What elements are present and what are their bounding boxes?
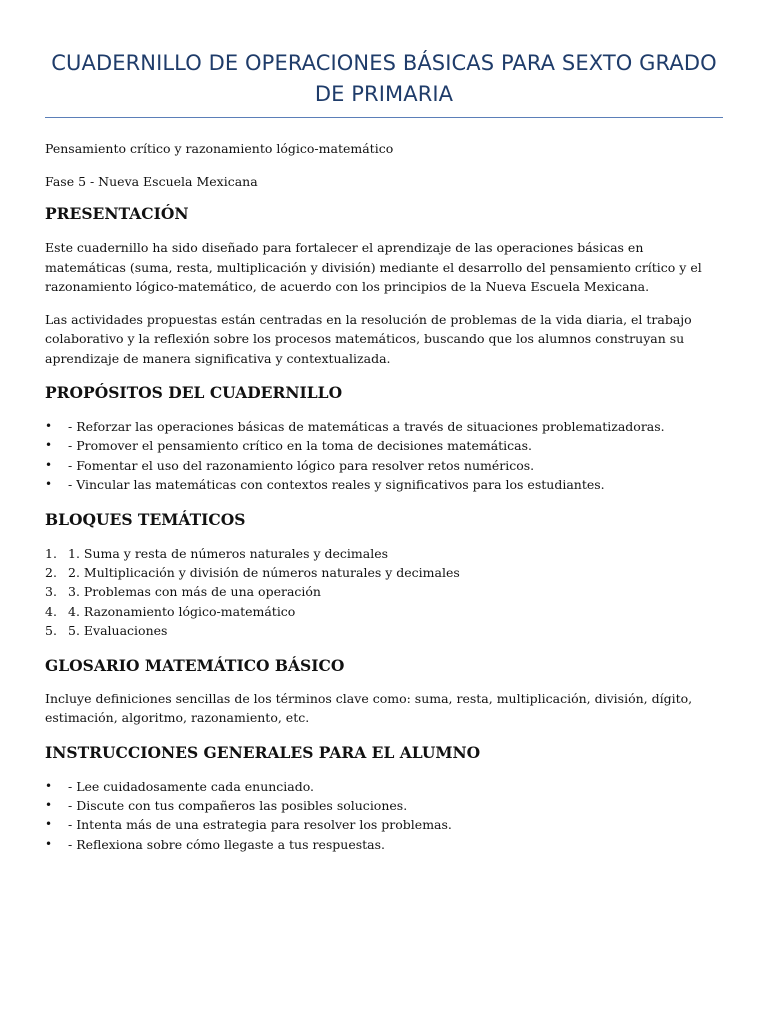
list-number: 2.: [45, 565, 57, 581]
bullet-icon: •: [45, 457, 53, 472]
presentacion-paragraph: Las actividades propuestas están centradas en la resolución de problemas de la vida diaria, el trabajo colaborativo y la reflexión sobre los procesos matemáticos, buscando que los alumnos construyan su aprendizaje de manera significativa y contextualizada.: [45, 311, 692, 366]
list-item: [45, 563, 723, 582]
heading-bloques: BLOQUES TEMÁTICOS: [45, 509, 246, 529]
list-item-text: - Fomentar el uso del razonamiento lógico para resolver retos numéricos.: [68, 457, 535, 473]
document-page: [45, 48, 723, 854]
bullet-icon: •: [45, 798, 53, 813]
heading-glosario: GLOSARIO MATEMÁTICO BÁSICO: [45, 655, 345, 675]
list-item-text: 1. Suma y resta de números naturales y decimales: [68, 545, 389, 561]
document-title: CUADERNILLO DE OPERACIONES BÁSICAS PARA SEXTO GRADO DE PRIMARIA: [45, 48, 723, 118]
bullet-icon: •: [45, 836, 53, 851]
list-item-text: 5. Evaluaciones: [68, 623, 168, 639]
bullet-icon: •: [45, 477, 53, 492]
list-item-text: - Lee cuidadosamente cada enunciado.: [68, 778, 315, 794]
list-item: [45, 835, 723, 854]
list-number: 5.: [45, 623, 57, 639]
list-item-text: - Vincular las matemáticas con contextos reales y significativos para los estudiantes.: [68, 477, 605, 493]
heading-presentacion: PRESENTACIÓN: [45, 204, 189, 223]
list-item-text: 2. Multiplicación y división de números naturales y decimales: [68, 565, 460, 581]
list-item: [45, 436, 723, 455]
list-item: [45, 796, 723, 815]
document-phase: Fase 5 - Nueva Escuela Mexicana: [45, 173, 258, 189]
bullet-icon: •: [45, 778, 53, 793]
list-item-text: - Reflexiona sobre cómo llegaste a tus respuestas.: [68, 836, 386, 852]
propositos-list: [45, 417, 723, 495]
list-item: [45, 417, 723, 436]
bullet-icon: •: [45, 817, 53, 832]
list-item-text: - Reforzar las operaciones básicas de matemáticas a través de situaciones problematizadoras.: [68, 419, 665, 434]
list-item: [45, 456, 723, 475]
list-item: [45, 475, 723, 494]
list-item: [45, 777, 723, 796]
document-subtitle: Pensamiento crítico y razonamiento lógico-matemático: [45, 141, 394, 156]
list-item-text: - Promover el pensamiento crítico en la toma de decisiones matemáticas.: [68, 438, 533, 454]
list-item: [45, 544, 723, 563]
list-item-text: 3. Problemas con más de una operación: [68, 584, 321, 600]
list-number: 4.: [45, 603, 57, 619]
glosario-paragraph: Incluye definiciones sencillas de los términos clave como: suma, resta, multiplicación, división, dígito, estimación, algoritmo, razonamiento, etc.: [45, 690, 693, 726]
list-item-text: - Discute con tus compañeros las posibles soluciones.: [68, 798, 408, 814]
bloques-list: [45, 544, 723, 641]
list-item: [45, 582, 723, 601]
list-number: 1.: [45, 545, 57, 561]
list-item: [45, 815, 723, 834]
heading-instrucciones: INSTRUCCIONES GENERALES PARA EL ALUMNO: [45, 742, 481, 762]
presentacion-paragraph: Este cuadernillo ha sido diseñado para fortalecer el aprendizaje de las operaciones básicas en matemáticas (suma, resta, multiplicación y división) mediante el desarrollo del pensamiento crítico y el razonamiento lógico-matemático, de acuerdo con los principios de la Nueva Escuela Mexicana.: [45, 240, 702, 294]
list-item: [45, 621, 723, 640]
instrucciones-list: [45, 777, 723, 855]
list-item-text: - Intenta más de una estrategia para resolver los problemas.: [68, 817, 452, 833]
list-item: [45, 602, 723, 621]
list-item-text: 4. Razonamiento lógico-matemático: [68, 603, 296, 619]
bullet-icon: •: [45, 438, 53, 453]
bullet-icon: •: [45, 419, 53, 433]
heading-propositos: PROPÓSITOS DEL CUADERNILLO: [45, 383, 343, 402]
list-number: 3.: [45, 584, 57, 600]
